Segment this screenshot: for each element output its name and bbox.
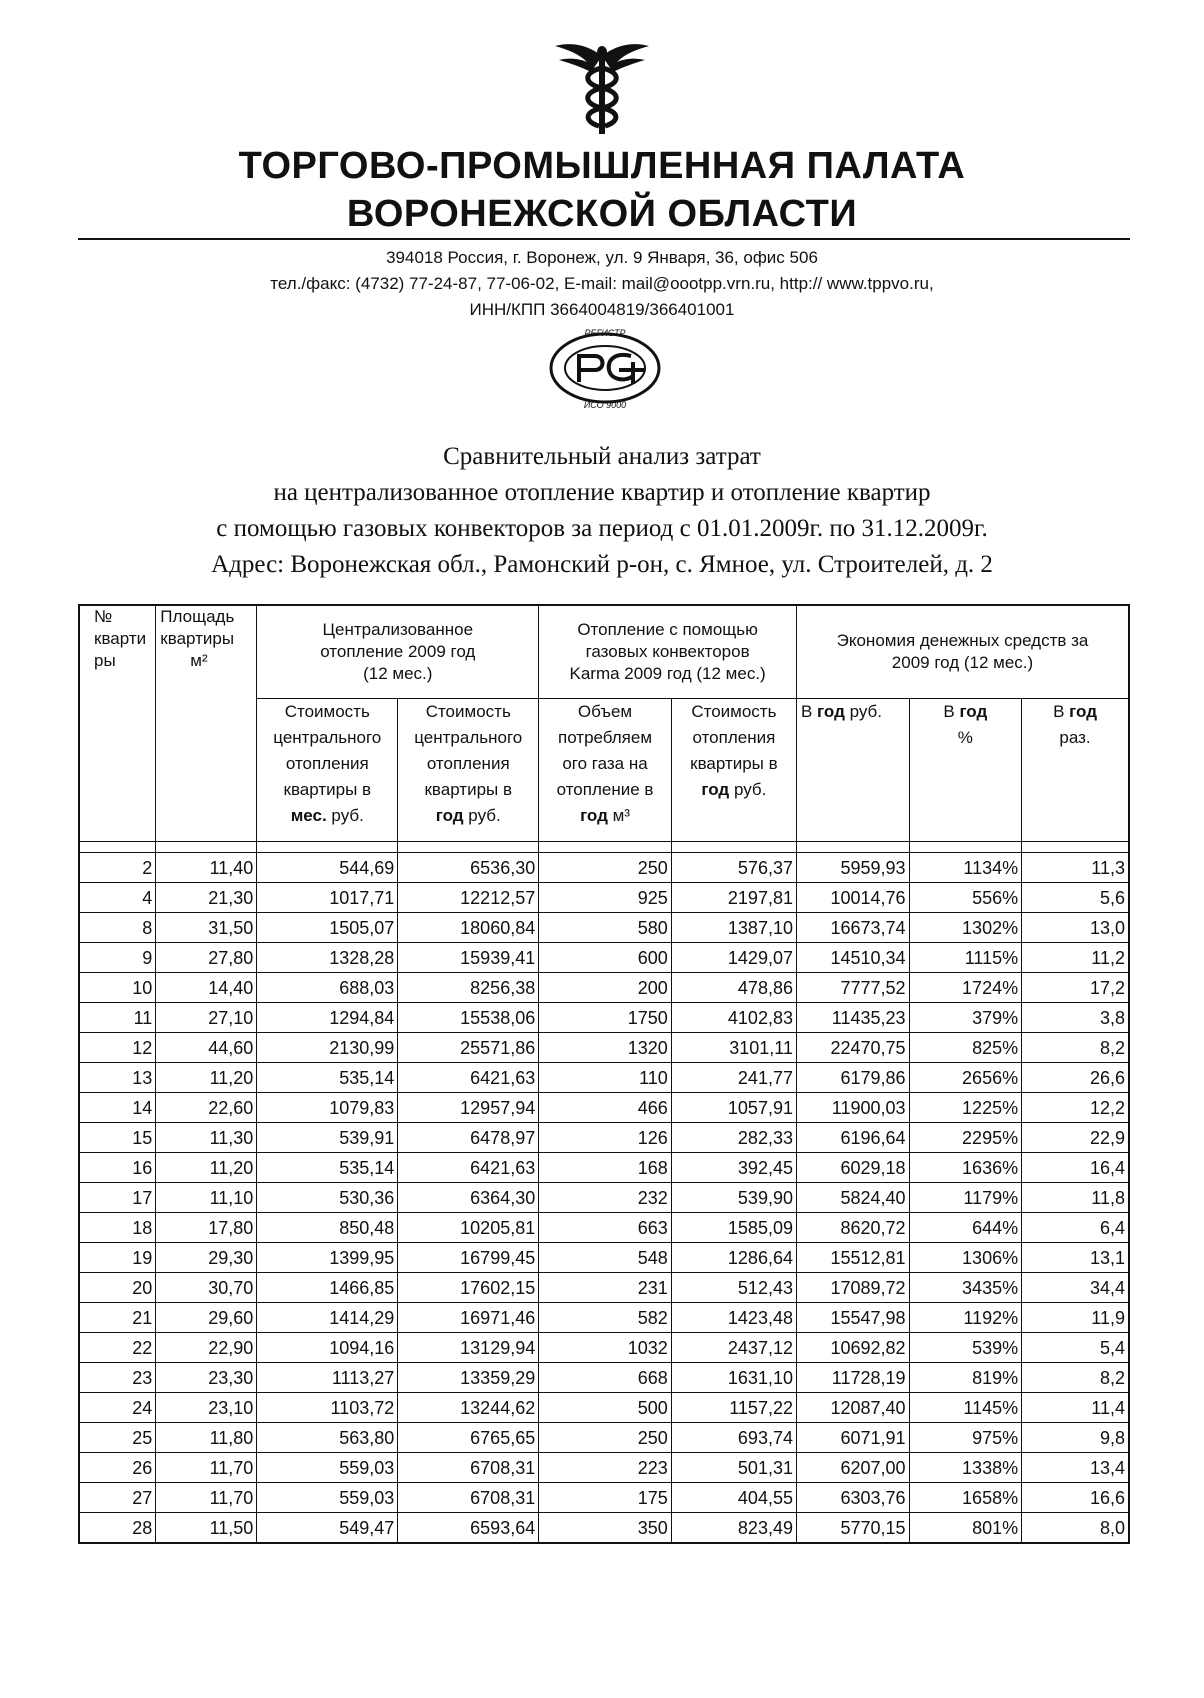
cell-savings-percent: 1134%	[909, 853, 1022, 883]
header-spacer-row	[79, 842, 1129, 853]
postal-address: 394018 Россия, г. Воронеж, ул. 9 Января, 36, офис 506	[386, 248, 818, 267]
cell-central-cost-year: 6364,30	[398, 1183, 539, 1213]
cell-gas-volume: 500	[539, 1393, 672, 1423]
cell-gas-cost-year: 2197,81	[671, 883, 796, 913]
cell-gas-volume: 223	[539, 1453, 672, 1483]
cell-savings-rub: 6029,18	[796, 1153, 909, 1183]
cell-savings-percent: 1338%	[909, 1453, 1022, 1483]
cell-gas-volume: 110	[539, 1063, 672, 1093]
cell-gas-volume: 580	[539, 913, 672, 943]
cell-savings-percent: 819%	[909, 1363, 1022, 1393]
cell-savings-times: 8,2	[1022, 1363, 1129, 1393]
table-row	[79, 1333, 1129, 1363]
cell-savings-percent: 1115%	[909, 943, 1022, 973]
cell-gas-volume: 350	[539, 1513, 672, 1544]
cell-area: 11,50	[156, 1513, 257, 1544]
table-row	[79, 1363, 1129, 1393]
table-row	[79, 1393, 1129, 1423]
group-header-gas-convectors: Отопление с помощью газовых конвекторов Karma 2009 год (12 мес.)	[539, 605, 797, 699]
document-title	[0, 439, 1204, 583]
cell-apartment-number: 8	[79, 913, 156, 943]
cell-gas-cost-year: 478,86	[671, 973, 796, 1003]
cell-area: 14,40	[156, 973, 257, 1003]
cell-gas-cost-year: 392,45	[671, 1153, 796, 1183]
group-header-savings: Экономия денежных средств за 2009 год (12 мес.)	[796, 605, 1129, 699]
title-line2: на централизованное отопление квартир и отопление квартир	[273, 479, 931, 506]
organization-name	[0, 142, 1204, 238]
cell-savings-rub: 17089,72	[796, 1273, 909, 1303]
cell-area: 29,30	[156, 1243, 257, 1273]
cell-savings-rub: 6207,00	[796, 1453, 909, 1483]
cell-gas-cost-year: 1585,09	[671, 1213, 796, 1243]
cell-area: 17,80	[156, 1213, 257, 1243]
cell-savings-percent: 2295%	[909, 1123, 1022, 1153]
cell-gas-volume: 466	[539, 1093, 672, 1123]
cell-gas-volume: 1750	[539, 1003, 672, 1033]
cell-gas-cost-year: 1157,22	[671, 1393, 796, 1423]
cell-central-cost-month: 535,14	[257, 1063, 398, 1093]
cell-apartment-number: 28	[79, 1513, 156, 1544]
cell-savings-percent: 379%	[909, 1003, 1022, 1033]
cell-savings-percent: 1225%	[909, 1093, 1022, 1123]
cell-gas-cost-year: 282,33	[671, 1123, 796, 1153]
cell-savings-percent: 644%	[909, 1213, 1022, 1243]
cell-apartment-number: 16	[79, 1153, 156, 1183]
cost-comparison-table	[78, 604, 1130, 1544]
cell-apartment-number: 15	[79, 1123, 156, 1153]
cell-central-cost-month: 559,03	[257, 1483, 398, 1513]
cell-central-cost-year: 6536,30	[398, 853, 539, 883]
table-row	[79, 943, 1129, 973]
cell-area: 11,30	[156, 1123, 257, 1153]
cell-apartment-number: 4	[79, 883, 156, 913]
cell-central-cost-month: 1414,29	[257, 1303, 398, 1333]
cell-central-cost-month: 549,47	[257, 1513, 398, 1544]
cell-apartment-number: 23	[79, 1363, 156, 1393]
cell-area: 27,80	[156, 943, 257, 973]
cell-savings-rub: 11728,19	[796, 1363, 909, 1393]
cell-central-cost-year: 6708,31	[398, 1453, 539, 1483]
cell-apartment-number: 11	[79, 1003, 156, 1033]
cell-central-cost-month: 850,48	[257, 1213, 398, 1243]
cell-gas-volume: 1032	[539, 1333, 672, 1363]
cell-area: 23,30	[156, 1363, 257, 1393]
cell-gas-volume: 250	[539, 853, 672, 883]
table-row	[79, 853, 1129, 883]
cell-central-cost-month: 559,03	[257, 1453, 398, 1483]
cell-area: 27,10	[156, 1003, 257, 1033]
cell-savings-rub: 5959,93	[796, 853, 909, 883]
org-name-line2: ВОРОНЕЖСКОЙ ОБЛАСТИ	[346, 193, 858, 235]
cell-gas-cost-year: 693,74	[671, 1423, 796, 1453]
cell-savings-rub: 6179,86	[796, 1063, 909, 1093]
cell-savings-percent: 3435%	[909, 1273, 1022, 1303]
cell-apartment-number: 20	[79, 1273, 156, 1303]
col-header-savings-percent: В год %	[909, 699, 1022, 842]
cell-gas-volume: 925	[539, 883, 672, 913]
cell-gas-volume: 232	[539, 1183, 672, 1213]
cell-gas-cost-year: 823,49	[671, 1513, 796, 1544]
table-row	[79, 1183, 1129, 1213]
cell-gas-cost-year: 4102,83	[671, 1003, 796, 1033]
cell-area: 11,80	[156, 1423, 257, 1453]
cell-savings-rub: 5770,15	[796, 1513, 909, 1544]
cell-central-cost-month: 1328,28	[257, 943, 398, 973]
cell-central-cost-month: 530,36	[257, 1183, 398, 1213]
cell-area: 31,50	[156, 913, 257, 943]
cell-central-cost-month: 535,14	[257, 1153, 398, 1183]
title-line3: с помощью газовых конвекторов за период с 01.01.2009г. по 31.12.2009г.	[216, 515, 988, 542]
header-divider	[78, 238, 1130, 240]
cell-savings-times: 16,6	[1022, 1483, 1129, 1513]
table-row	[79, 1513, 1129, 1544]
cell-central-cost-month: 688,03	[257, 973, 398, 1003]
cell-apartment-number: 24	[79, 1393, 156, 1423]
cell-savings-rub: 5824,40	[796, 1183, 909, 1213]
cell-area: 22,90	[156, 1333, 257, 1363]
cell-gas-volume: 126	[539, 1123, 672, 1153]
cell-central-cost-year: 16971,46	[398, 1303, 539, 1333]
cell-gas-volume: 1320	[539, 1033, 672, 1063]
cell-savings-times: 11,9	[1022, 1303, 1129, 1333]
col-header-central-cost-year: Стоимость центрального отопления квартиры в год руб.	[398, 699, 539, 842]
cell-apartment-number: 17	[79, 1183, 156, 1213]
cell-central-cost-month: 563,80	[257, 1423, 398, 1453]
cell-central-cost-month: 1094,16	[257, 1333, 398, 1363]
org-name-line1: ТОРГОВО-ПРОМЫШЛЕННАЯ ПАЛАТА	[238, 145, 966, 187]
col-header-apartment-number: № кварти ры	[79, 605, 156, 842]
cell-gas-volume: 668	[539, 1363, 672, 1393]
cell-savings-rub: 15512,81	[796, 1243, 909, 1273]
cell-savings-times: 11,8	[1022, 1183, 1129, 1213]
table-row	[79, 1033, 1129, 1063]
cell-area: 11,70	[156, 1483, 257, 1513]
table-row	[79, 1423, 1129, 1453]
cell-central-cost-year: 15538,06	[398, 1003, 539, 1033]
cell-central-cost-month: 539,91	[257, 1123, 398, 1153]
col-header-savings-rub: В год руб.	[796, 699, 909, 842]
cell-gas-cost-year: 576,37	[671, 853, 796, 883]
cell-central-cost-month: 1113,27	[257, 1363, 398, 1393]
cell-area: 11,40	[156, 853, 257, 883]
cell-central-cost-year: 6421,63	[398, 1063, 539, 1093]
cell-gas-cost-year: 1631,10	[671, 1363, 796, 1393]
cell-gas-cost-year: 404,55	[671, 1483, 796, 1513]
cell-savings-rub: 6071,91	[796, 1423, 909, 1453]
cell-central-cost-year: 13359,29	[398, 1363, 539, 1393]
cell-central-cost-year: 6478,97	[398, 1123, 539, 1153]
cell-savings-times: 8,2	[1022, 1033, 1129, 1063]
cell-apartment-number: 21	[79, 1303, 156, 1333]
col-header-savings-times: В год раз.	[1022, 699, 1129, 842]
seal-text-bottom: ИСО 9000	[583, 400, 627, 410]
cell-area: 11,20	[156, 1063, 257, 1093]
cell-savings-times: 8,0	[1022, 1513, 1129, 1544]
table-row	[79, 1453, 1129, 1483]
cell-gas-cost-year: 2437,12	[671, 1333, 796, 1363]
cell-savings-percent: 1192%	[909, 1303, 1022, 1333]
col-header-area: Площадь квартиры м²	[156, 605, 257, 842]
cell-central-cost-month: 544,69	[257, 853, 398, 883]
cell-central-cost-year: 13129,94	[398, 1333, 539, 1363]
col-header-gas-volume: Объем потребляем ого газа на отопление в год м³	[539, 699, 672, 842]
cell-savings-rub: 15547,98	[796, 1303, 909, 1333]
table-row	[79, 1303, 1129, 1333]
cell-savings-rub: 11435,23	[796, 1003, 909, 1033]
cell-gas-volume: 200	[539, 973, 672, 1003]
cell-savings-times: 5,4	[1022, 1333, 1129, 1363]
cell-savings-percent: 2656%	[909, 1063, 1022, 1093]
cell-savings-times: 11,4	[1022, 1393, 1129, 1423]
cell-area: 22,60	[156, 1093, 257, 1123]
cell-savings-percent: 556%	[909, 883, 1022, 913]
cell-apartment-number: 22	[79, 1333, 156, 1363]
cell-central-cost-month: 1399,95	[257, 1243, 398, 1273]
cell-central-cost-year: 13244,62	[398, 1393, 539, 1423]
cell-savings-percent: 1636%	[909, 1153, 1022, 1183]
cell-savings-times: 13,1	[1022, 1243, 1129, 1273]
cell-central-cost-year: 6421,63	[398, 1153, 539, 1183]
cell-gas-cost-year: 501,31	[671, 1453, 796, 1483]
cell-savings-times: 11,2	[1022, 943, 1129, 973]
cell-gas-cost-year: 1286,64	[671, 1243, 796, 1273]
cell-gas-cost-year: 1387,10	[671, 913, 796, 943]
cell-savings-times: 17,2	[1022, 973, 1129, 1003]
cell-apartment-number: 9	[79, 943, 156, 973]
cell-savings-rub: 16673,74	[796, 913, 909, 943]
cell-savings-times: 3,8	[1022, 1003, 1129, 1033]
cell-savings-rub: 10014,76	[796, 883, 909, 913]
cell-central-cost-year: 6593,64	[398, 1513, 539, 1544]
cell-central-cost-year: 8256,38	[398, 973, 539, 1003]
table-row	[79, 1273, 1129, 1303]
cell-savings-rub: 6196,64	[796, 1123, 909, 1153]
cell-central-cost-year: 12212,57	[398, 883, 539, 913]
cell-gas-volume: 175	[539, 1483, 672, 1513]
phone-email-web: тел./факс: (4732) 77-24-87, 77-06-02, E-mail: mail@oootpp.vrn.ru, http:// www.tppvo.ru,	[270, 274, 934, 293]
cell-savings-times: 13,0	[1022, 913, 1129, 943]
cell-gas-cost-year: 512,43	[671, 1273, 796, 1303]
cell-savings-percent: 801%	[909, 1513, 1022, 1544]
cell-gas-volume: 663	[539, 1213, 672, 1243]
cell-area: 30,70	[156, 1273, 257, 1303]
cell-gas-cost-year: 1423,48	[671, 1303, 796, 1333]
cell-savings-percent: 1145%	[909, 1393, 1022, 1423]
cell-savings-percent: 1179%	[909, 1183, 1022, 1213]
group-header-central-heating: Централизованное отопление 2009 год (12 мес.)	[257, 605, 539, 699]
cell-savings-times: 9,8	[1022, 1423, 1129, 1453]
table-row	[79, 1243, 1129, 1273]
cell-apartment-number: 10	[79, 973, 156, 1003]
cell-savings-rub: 22470,75	[796, 1033, 909, 1063]
cell-savings-rub: 12087,40	[796, 1393, 909, 1423]
table-row	[79, 1093, 1129, 1123]
cell-central-cost-year: 25571,86	[398, 1033, 539, 1063]
cell-central-cost-month: 1466,85	[257, 1273, 398, 1303]
table-row	[79, 883, 1129, 913]
cell-central-cost-month: 1079,83	[257, 1093, 398, 1123]
cell-apartment-number: 13	[79, 1063, 156, 1093]
cell-area: 11,20	[156, 1153, 257, 1183]
cell-area: 29,60	[156, 1303, 257, 1333]
cell-savings-rub: 14510,34	[796, 943, 909, 973]
cell-central-cost-year: 15939,41	[398, 943, 539, 973]
table-row	[79, 1213, 1129, 1243]
cell-area: 11,70	[156, 1453, 257, 1483]
cell-savings-percent: 1306%	[909, 1243, 1022, 1273]
cell-central-cost-year: 16799,45	[398, 1243, 539, 1273]
table-row	[79, 1153, 1129, 1183]
table-row	[79, 1483, 1129, 1513]
cell-savings-rub: 8620,72	[796, 1213, 909, 1243]
table-row	[79, 913, 1129, 943]
cell-apartment-number: 12	[79, 1033, 156, 1063]
cell-savings-times: 12,2	[1022, 1093, 1129, 1123]
cell-gas-cost-year: 3101,11	[671, 1033, 796, 1063]
inn-kpp: ИНН/КПП 3664004819/366401001	[469, 300, 735, 319]
cell-central-cost-month: 1505,07	[257, 913, 398, 943]
cell-savings-percent: 825%	[909, 1033, 1022, 1063]
title-line4: Адрес: Воронежская обл., Рамонский р-он, с. Ямное, ул. Строителей, д. 2	[211, 551, 993, 578]
seal-text-top: РЕГИСТР	[584, 328, 626, 338]
cell-savings-rub: 6303,76	[796, 1483, 909, 1513]
table-row	[79, 1003, 1129, 1033]
cell-savings-times: 11,3	[1022, 853, 1129, 883]
cell-apartment-number: 2	[79, 853, 156, 883]
cell-apartment-number: 26	[79, 1453, 156, 1483]
table-row	[79, 973, 1129, 1003]
cell-savings-rub: 7777,52	[796, 973, 909, 1003]
cell-central-cost-year: 18060,84	[398, 913, 539, 943]
cell-savings-times: 26,6	[1022, 1063, 1129, 1093]
cell-area: 44,60	[156, 1033, 257, 1063]
cell-area: 11,10	[156, 1183, 257, 1213]
cell-savings-percent: 1302%	[909, 913, 1022, 943]
cell-savings-percent: 1724%	[909, 973, 1022, 1003]
cell-gas-volume: 600	[539, 943, 672, 973]
cell-gas-cost-year: 1429,07	[671, 943, 796, 973]
cell-savings-percent: 539%	[909, 1333, 1022, 1363]
cell-central-cost-year: 6765,65	[398, 1423, 539, 1453]
cell-gas-cost-year: 241,77	[671, 1063, 796, 1093]
cell-savings-percent: 975%	[909, 1423, 1022, 1453]
cell-apartment-number: 25	[79, 1423, 156, 1453]
cell-apartment-number: 27	[79, 1483, 156, 1513]
cell-apartment-number: 14	[79, 1093, 156, 1123]
cell-gas-volume: 250	[539, 1423, 672, 1453]
cell-central-cost-year: 17602,15	[398, 1273, 539, 1303]
cell-central-cost-month: 1017,71	[257, 883, 398, 913]
cell-savings-percent: 1658%	[909, 1483, 1022, 1513]
cell-central-cost-year: 12957,94	[398, 1093, 539, 1123]
cell-central-cost-year: 6708,31	[398, 1483, 539, 1513]
chamber-emblem-icon	[547, 38, 657, 136]
cell-savings-rub: 10692,82	[796, 1333, 909, 1363]
cell-savings-times: 13,4	[1022, 1453, 1129, 1483]
table-row	[79, 1123, 1129, 1153]
table-row	[79, 1063, 1129, 1093]
cell-central-cost-month: 1103,72	[257, 1393, 398, 1423]
cell-savings-rub: 11900,03	[796, 1093, 909, 1123]
cell-savings-times: 5,6	[1022, 883, 1129, 913]
cell-central-cost-year: 10205,81	[398, 1213, 539, 1243]
cell-gas-cost-year: 1057,91	[671, 1093, 796, 1123]
cell-savings-times: 6,4	[1022, 1213, 1129, 1243]
cell-gas-volume: 231	[539, 1273, 672, 1303]
cell-area: 21,30	[156, 883, 257, 913]
col-header-gas-cost-year: Стоимость отопления квартиры в год руб.	[671, 699, 796, 842]
cell-gas-volume: 582	[539, 1303, 672, 1333]
cell-savings-times: 34,4	[1022, 1273, 1129, 1303]
iso-certification-seal-icon	[545, 326, 665, 410]
cell-savings-times: 16,4	[1022, 1153, 1129, 1183]
cell-central-cost-month: 1294,84	[257, 1003, 398, 1033]
title-line1: Сравнительный анализ затрат	[443, 443, 761, 470]
cell-gas-cost-year: 539,90	[671, 1183, 796, 1213]
cell-apartment-number: 19	[79, 1243, 156, 1273]
cell-apartment-number: 18	[79, 1213, 156, 1243]
cell-savings-times: 22,9	[1022, 1123, 1129, 1153]
col-header-central-cost-month: Стоимость центрального отопления квартиры в мес. руб.	[257, 699, 398, 842]
cell-gas-volume: 548	[539, 1243, 672, 1273]
group-header-row	[79, 605, 1129, 699]
contact-block	[0, 245, 1204, 323]
cell-area: 23,10	[156, 1393, 257, 1423]
cell-gas-volume: 168	[539, 1153, 672, 1183]
cell-central-cost-month: 2130,99	[257, 1033, 398, 1063]
